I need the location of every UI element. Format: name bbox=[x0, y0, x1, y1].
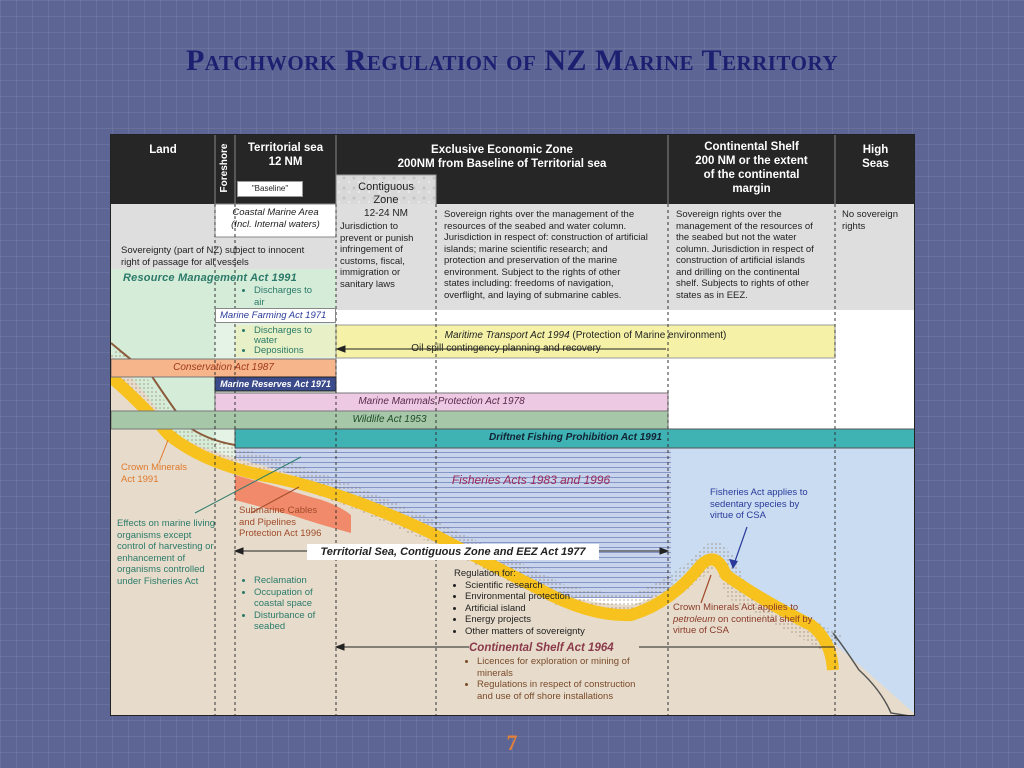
crown-minerals-note bbox=[121, 462, 221, 485]
header-foreshore-label: Foreshore bbox=[219, 143, 230, 193]
crown-cs-line1: Crown Minerals Act applies to bbox=[673, 602, 799, 613]
eez-desc-line: Sovereign rights over the management of the bbox=[444, 209, 635, 220]
effects-line: organisms except bbox=[117, 529, 192, 541]
eez-desc-line: overflight, and laying of submarine cables. bbox=[444, 289, 622, 301]
effects-line: under Fisheries Act bbox=[117, 575, 199, 587]
contiguous-zone-nm: 12-24 NM bbox=[364, 208, 408, 219]
contiguous-desc-line: sanitary laws bbox=[340, 278, 395, 290]
crown-minerals-line2: Act 1991 bbox=[121, 473, 159, 485]
territorial-sea-act-label: Territorial Sea, Contiguous Zone and EEZ Act 1977 bbox=[307, 544, 599, 560]
header-foreshore bbox=[215, 139, 235, 201]
regulation-bullet: • Other matters of sovereignty bbox=[465, 626, 634, 638]
contiguous-zone-desc bbox=[340, 221, 434, 290]
cs-desc bbox=[676, 209, 832, 301]
coastal-bullet: • Disturbance of seabed bbox=[254, 610, 335, 633]
eez-desc-line: environment. Subject to the rights of other bbox=[444, 266, 621, 278]
contiguous-desc-line: prevent or punish bbox=[340, 232, 414, 244]
rma-air-bullet: • Discharges to air bbox=[254, 285, 335, 308]
contiguous-zone-title bbox=[338, 181, 434, 207]
eez-desc-line: islands; marine scientific research; and bbox=[444, 243, 608, 255]
cs-desc-line: column. Jurisdiction in respect of bbox=[676, 243, 814, 255]
header-cs-line1: Continental Shelf bbox=[704, 141, 799, 153]
cs-desc-line: Sovereign rights over the bbox=[676, 209, 782, 220]
cs-desc-line: shelf. Subjects to rights of other bbox=[676, 278, 810, 289]
eez-desc bbox=[444, 209, 666, 301]
cs-act-bullet: • Regulations in respect of construction and use of off shore installations bbox=[477, 679, 664, 702]
effects-line: Effects on marine living bbox=[117, 518, 216, 529]
submarine-line2: and Pipelines bbox=[239, 516, 297, 528]
maritime-transport-label: Maritime Transport Act 1994 (Protection of Marine environment) bbox=[444, 330, 727, 341]
header-eez-line2: 200NM from Baseline of Territorial sea bbox=[397, 158, 607, 170]
driftnet-act-label: Driftnet Fishing Prohibition Act 1991 bbox=[489, 432, 662, 443]
marine-territory-diagram bbox=[110, 134, 915, 716]
effects-line: control of harvesting or bbox=[117, 541, 214, 552]
regulation-note bbox=[454, 568, 634, 637]
fisheries-acts-label: Fisheries Acts 1983 and 1996 bbox=[451, 473, 611, 487]
header-land: Land bbox=[149, 144, 177, 156]
marine-reserves-act-label: Marine Reserves Act 1971 bbox=[220, 379, 331, 389]
cma-line2: (Incl. Internal waters) bbox=[231, 218, 320, 230]
cs-act-bullets bbox=[464, 656, 664, 702]
baseline-label: "Baseline" bbox=[237, 181, 303, 197]
cs-desc-line: and drilling on the continental bbox=[676, 266, 800, 278]
contiguous-desc-line: Jurisdiction to bbox=[340, 221, 399, 232]
eez-desc-line: resources of the seabed and water column. bbox=[444, 220, 627, 232]
slide-title: Patchwork Regulation of NZ Marine Territory bbox=[185, 44, 839, 77]
submarine-line1: Submarine Cables bbox=[239, 505, 318, 516]
rma-label: Resource Management Act 1991 bbox=[123, 272, 297, 284]
header-high-line1: High bbox=[862, 144, 889, 156]
header-high-seas bbox=[835, 143, 915, 171]
effects-line: enhancement of bbox=[117, 552, 186, 564]
eez-desc-line: protection and preservation of the marine bbox=[444, 255, 618, 266]
contiguous-desc-line: infringement of bbox=[340, 244, 403, 255]
rma-air-bullets bbox=[243, 285, 335, 308]
cs-act-bullet: • Licences for exploration or mining of minerals bbox=[477, 656, 664, 679]
marine-mammals-act-label: Marine Mammals Protection Act 1978 bbox=[358, 396, 525, 407]
rma-depositions-bullet: • Depositions bbox=[254, 346, 335, 356]
high-seas-desc bbox=[842, 209, 914, 232]
header-cs-line4: margin bbox=[732, 183, 771, 195]
oil-spill-label: Oil spill contingency planning and recovery bbox=[411, 343, 601, 354]
cma-line1: Coastal Marine Area bbox=[232, 207, 319, 218]
coastal-bullets bbox=[243, 575, 335, 633]
cs-desc-line: states as in EEZ. bbox=[676, 289, 748, 301]
header-eez-line1: Exclusive Economic Zone bbox=[431, 144, 573, 156]
high-desc-line1: No sovereign bbox=[842, 209, 898, 220]
header-cs-line2: 200 NM or the extent bbox=[695, 155, 808, 167]
contiguous-title-line1: Contiguous bbox=[358, 181, 414, 193]
fisheries-csa-line: virtue of CSA bbox=[710, 510, 766, 521]
submarine-line3: Protection Act 1996 bbox=[239, 528, 322, 539]
fisheries-csa-line: sedentary species by bbox=[710, 498, 800, 510]
header-cs-line3: of the continental bbox=[703, 169, 800, 181]
header-high-line2: Seas bbox=[862, 158, 889, 170]
regulation-bullet: • Environmental protection bbox=[465, 591, 634, 603]
crown-minerals-line1: Crown Minerals bbox=[121, 462, 187, 473]
continental-shelf-act-label: Continental Shelf Act 1964 bbox=[469, 641, 639, 655]
land-sovereignty-desc bbox=[121, 245, 336, 268]
effects-note bbox=[117, 518, 229, 587]
contiguous-desc-line: customs, fiscal, bbox=[340, 255, 405, 267]
header-territorial bbox=[235, 141, 336, 169]
crown-cs-line3: virtue of CSA bbox=[673, 625, 729, 636]
coastal-marine-area-label bbox=[215, 207, 336, 230]
contiguous-title-line2: Zone bbox=[373, 194, 399, 206]
high-desc-line2: rights bbox=[842, 220, 866, 232]
header-territorial-line2: 12 NM bbox=[268, 156, 303, 168]
coastal-bullet: • Reclamation bbox=[254, 575, 335, 587]
eez-desc-line: states including: freedoms of navigation, bbox=[444, 278, 614, 289]
cs-desc-line: the seabed but not the water bbox=[676, 232, 797, 243]
header-territorial-line1: Territorial sea bbox=[247, 142, 324, 154]
fisheries-csa-note bbox=[710, 487, 830, 522]
effects-line: organisms controlled bbox=[117, 564, 205, 575]
crown-minerals-cs-note bbox=[673, 602, 833, 637]
rma-water-bullets bbox=[243, 326, 335, 356]
rma-water-bullet: • Discharges to water bbox=[254, 326, 335, 346]
regulation-bullet: • Artificial island bbox=[465, 603, 634, 615]
regulation-bullet: • Scientific research bbox=[465, 580, 634, 592]
cs-desc-line: construction of artificial islands bbox=[676, 255, 805, 266]
marine-farming-act-label: Marine Farming Act 1971 bbox=[215, 308, 336, 323]
wildlife-act-label: Wildlife Act 1953 bbox=[352, 414, 427, 425]
eez-desc-line: Jurisdiction in respect of: construction of artificial bbox=[444, 232, 648, 243]
header-eez bbox=[336, 143, 668, 171]
regulation-bullet: • Energy projects bbox=[465, 614, 634, 626]
crown-cs-line2: petroleum on continental shelf by bbox=[673, 613, 813, 625]
land-desc-line2: right of passage for all vessels bbox=[121, 256, 249, 268]
conservation-act-label: Conservation Act 1987 bbox=[173, 362, 274, 373]
cs-desc-line: management of the resources of bbox=[676, 220, 813, 232]
slide-number: 7 bbox=[506, 730, 518, 755]
coastal-bullet: • Occupation of coastal space bbox=[254, 587, 335, 610]
fisheries-csa-line: Fisheries Act applies to bbox=[710, 487, 808, 498]
land-desc-line1: Sovereignty (part of NZ) subject to innocent bbox=[121, 245, 305, 256]
contiguous-desc-line: immigration or bbox=[340, 267, 401, 278]
header-continental-shelf bbox=[668, 140, 835, 196]
regulation-title: Regulation for: bbox=[454, 568, 516, 579]
submarine-cables-note bbox=[239, 505, 339, 540]
